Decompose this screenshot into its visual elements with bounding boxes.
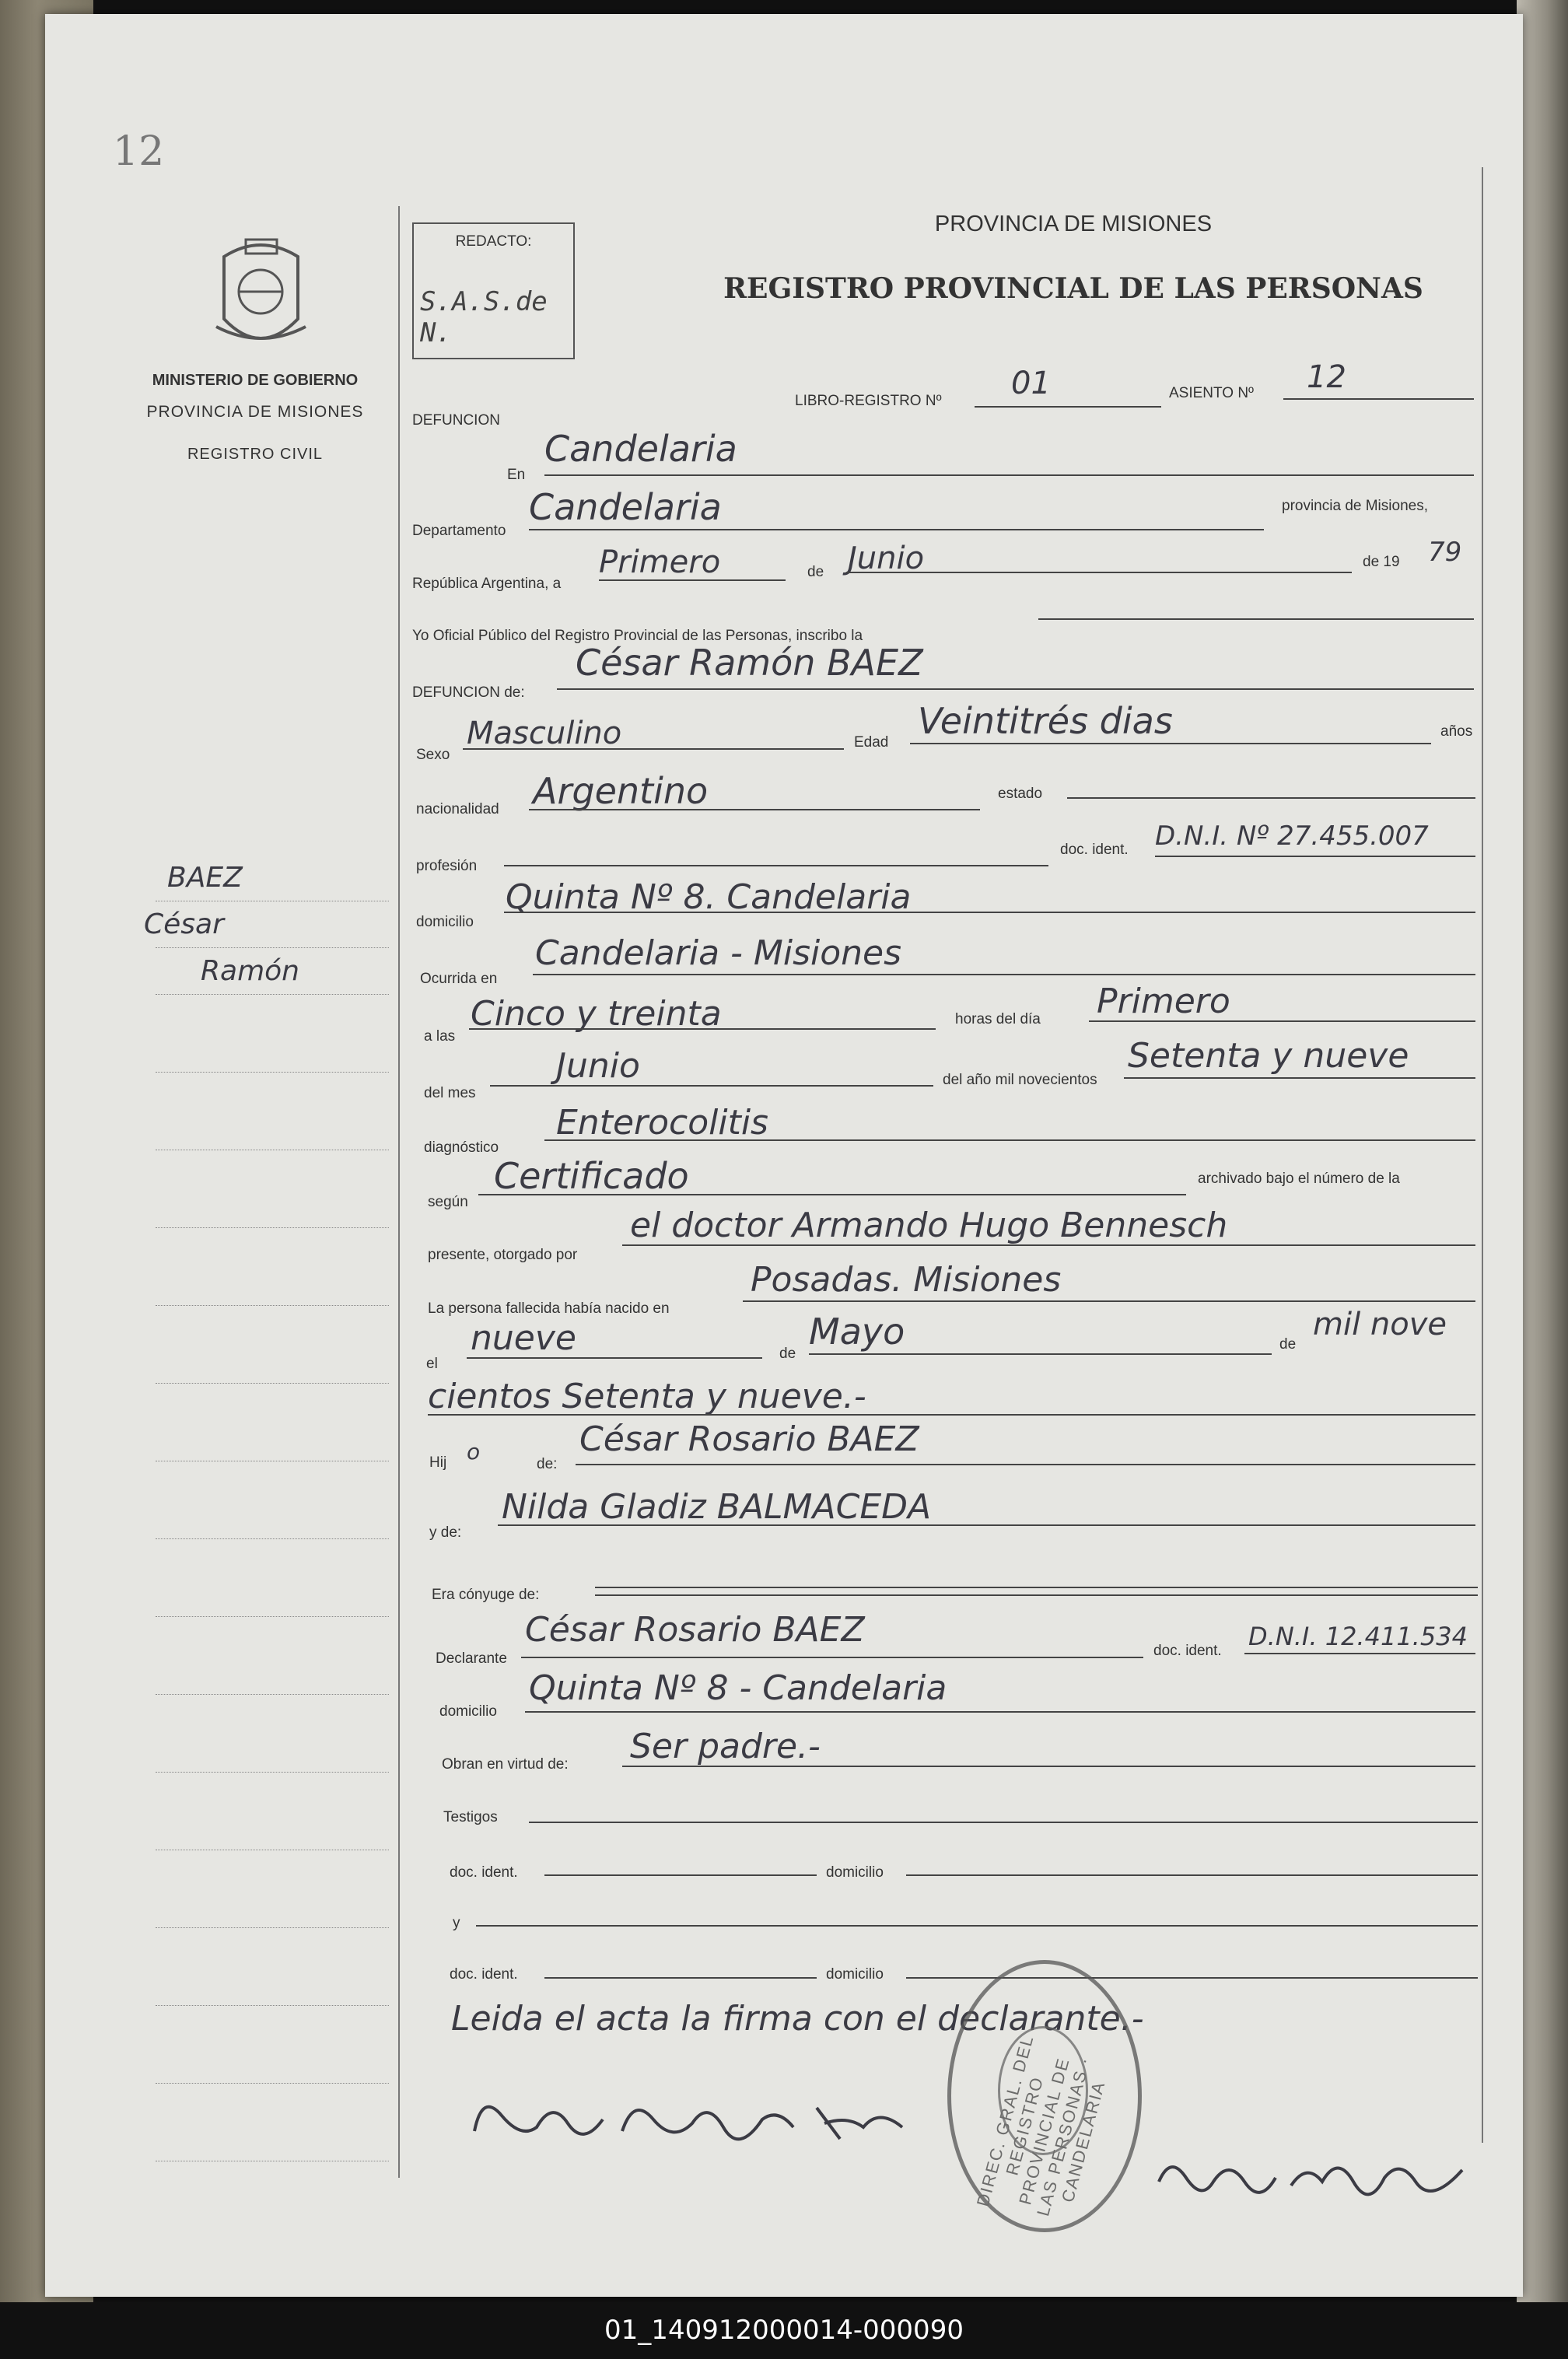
birth-de3-label: de (1279, 1336, 1297, 1353)
domicilio-line (504, 912, 1475, 913)
image-caption: 01_140912000014-000090 (0, 2302, 1568, 2359)
asiento-label: ASIENTO Nº (1169, 385, 1254, 401)
doc-ident-label: doc. ident. (1060, 842, 1129, 858)
margin-line (156, 1383, 389, 1384)
margin-first-name: César (144, 908, 224, 940)
segun-line (478, 1194, 1186, 1195)
declarante-dom-line (525, 1711, 1475, 1713)
edad-line (910, 743, 1431, 744)
birth-month-value: Mayo (809, 1311, 905, 1353)
margin-line (156, 1227, 389, 1228)
diagnostico-value: Enterocolitis (556, 1103, 768, 1143)
declarante-line (521, 1657, 1143, 1658)
horas-label: horas del día (955, 1011, 1041, 1027)
testigo-doc-label: doc. ident. (450, 1864, 518, 1881)
diagnostico-line (544, 1139, 1475, 1141)
conyuge-line-2 (595, 1594, 1478, 1596)
registry-civil-label: REGISTRO CIVIL (187, 446, 324, 463)
margin-line (156, 1072, 389, 1073)
margin-line (156, 1616, 389, 1617)
form-right-border (1482, 167, 1483, 2143)
date-month-value: Junio (848, 541, 925, 576)
libro-label: LIBRO-REGISTRO Nº (795, 393, 942, 409)
ocurrida-label: Ocurrida en (420, 971, 498, 987)
anios-label: años (1440, 723, 1473, 740)
ocurrida-value: Candelaria - Misiones (535, 933, 902, 973)
hijo-de-line (576, 1464, 1475, 1465)
margin-line (156, 1538, 389, 1539)
provincia-suffix: provincia de Misiones, (1282, 498, 1428, 514)
birth-day-value: nueve (471, 1318, 576, 1358)
obran-value: Ser padre.- (630, 1727, 821, 1766)
birth-year-value: mil nove (1313, 1307, 1447, 1342)
date-year-value: 79 (1428, 537, 1462, 568)
segun-label: según (428, 1194, 468, 1210)
nacionalidad-label: nacionalidad (416, 801, 499, 817)
testigo2-doc-label: doc. ident. (450, 1966, 518, 1983)
form-left-border (398, 206, 400, 2178)
profesion-label: profesión (416, 858, 478, 874)
margin-surname: BAEZ (167, 862, 243, 894)
margin-line (156, 1772, 389, 1773)
y-de-label: y de: (429, 1524, 462, 1541)
segun-value: Certificado (494, 1155, 689, 1197)
doc-ident-value: D.N.I. Nº 27.455.007 (1155, 821, 1429, 852)
edad-value: Veintitrés dias (918, 700, 1173, 742)
horas-line (1089, 1020, 1475, 1022)
a-las-line (469, 1028, 936, 1030)
testigo2-dom-line (906, 1977, 1478, 1979)
official-signature (1151, 2147, 1478, 2209)
libro-line (975, 406, 1161, 408)
mother-name: Nilda Gladiz BALMACEDA (502, 1487, 932, 1527)
testigo-doc-line (544, 1874, 817, 1876)
en-value: Candelaria (544, 428, 737, 470)
y-de-line (498, 1524, 1475, 1526)
declarant-signature (467, 2084, 964, 2154)
hijo-de-label: de: (537, 1456, 558, 1472)
ocurrida-line (533, 974, 1475, 975)
stamp-text: DIREC. GRAL. DEL REGISTRO PROVINCIAL DE LAS PERSONAS · CANDELARIA (972, 2032, 1109, 2218)
conyuge-label: Era cónyuge de: (432, 1587, 540, 1603)
birth-year-continued: cientos Setenta y nueve.- (428, 1377, 866, 1416)
a-las-value: Cinco y treinta (471, 994, 722, 1034)
asiento-value: 12 (1307, 359, 1346, 395)
oficial-text: Yo Oficial Público del Registro Provincial de las Personas, inscribo la (412, 628, 863, 644)
date-day-value: Primero (599, 544, 721, 580)
oficial-line (1038, 618, 1474, 620)
redacto-label: REDACTO: (455, 233, 532, 250)
margin-line (156, 1305, 389, 1306)
libro-value: 01 (1011, 366, 1051, 401)
testigos-line (529, 1822, 1478, 1823)
header-province: PROVINCIA DE MISIONES (934, 212, 1213, 236)
page-edge (1517, 0, 1568, 2302)
father-name: César Rosario BAEZ (579, 1419, 919, 1459)
del-mes-value: Junio (556, 1046, 640, 1086)
date-de-label: de (807, 564, 824, 580)
date-month-line (846, 572, 1352, 573)
del-anio-line (1124, 1077, 1475, 1079)
margin-second-name: Ramón (201, 955, 299, 987)
margin-line (156, 1694, 389, 1695)
del-mes-line (490, 1085, 933, 1087)
testigo-y-label: y (453, 1915, 460, 1931)
official-stamp (947, 1960, 1142, 2232)
sexo-line (463, 748, 844, 750)
estado-label: estado (998, 786, 1043, 802)
departamento-value: Candelaria (529, 486, 722, 528)
del-mes-label: del mes (424, 1085, 476, 1101)
presente-line (622, 1244, 1475, 1246)
en-line (544, 474, 1474, 476)
a-las-label: a las (424, 1028, 456, 1045)
header-registry: REGISTRO PROVINCIAL DE LAS PERSONAS (723, 272, 1423, 305)
obran-label: Obran en virtud de: (442, 1756, 569, 1773)
doc-ident-line (1155, 856, 1475, 857)
testigo-dom-label: domicilio (826, 1864, 884, 1881)
presente-label: presente, otorgado por (428, 1247, 578, 1263)
margin-line (156, 947, 389, 948)
defuncion-de-label: DEFUNCION de: (412, 684, 525, 701)
margin-line (156, 2083, 389, 2084)
obran-line (622, 1766, 1475, 1767)
domicilio-label: domicilio (416, 914, 474, 930)
margin-line (156, 994, 389, 995)
declarante-doc-label: doc. ident. (1153, 1643, 1222, 1659)
cientos-line (428, 1414, 1475, 1416)
archivado-label: archivado bajo el número de la (1198, 1171, 1400, 1187)
declarante-doc-value: D.N.I. 12.411.534 (1248, 1622, 1468, 1651)
del-anio-value: Setenta y nueve (1128, 1036, 1409, 1076)
en-label: En (507, 467, 526, 483)
date-year-prefix: de 19 (1363, 554, 1400, 570)
declarante-label: Declarante (436, 1650, 507, 1667)
presente-value: el doctor Armando Hugo Bennesch (630, 1206, 1228, 1245)
testigo-dom-line (906, 1874, 1478, 1876)
province-label: PROVINCIA DE MISIONES (146, 403, 364, 421)
estado-line (1067, 797, 1475, 799)
horas-value: Primero (1097, 982, 1230, 1021)
sexo-label: Sexo (416, 747, 450, 763)
profesion-line (504, 865, 1048, 866)
nacido-line (743, 1300, 1475, 1302)
record-type-label: DEFUNCION (412, 412, 500, 429)
departamento-label: Departamento (412, 523, 506, 539)
page-number: 12 (113, 128, 165, 175)
asiento-line (1283, 398, 1474, 400)
declarante-dom-value: Quinta Nº 8 - Candelaria (529, 1668, 947, 1708)
closing-statement: Leida el acta la firma con el declarante.- (451, 1999, 1144, 2039)
sexo-value: Masculino (467, 716, 622, 751)
hijo-label: Hij (429, 1454, 447, 1471)
testigos-label: Testigos (443, 1809, 498, 1825)
coat-of-arms-icon (208, 233, 313, 358)
republica-label: República Argentina, a (412, 576, 562, 592)
defuncion-de-line (557, 688, 1474, 690)
birth-de-label: de (779, 1346, 796, 1362)
diagnostico-label: diagnóstico (424, 1139, 499, 1156)
hijo-suffix: o (467, 1439, 481, 1465)
el-label: el (426, 1356, 438, 1372)
del-anio-label: del año mil novecientos (943, 1072, 1097, 1088)
nacido-label: La persona fallecida había nacido en (428, 1300, 670, 1317)
declarante-dom-label: domicilio (439, 1703, 497, 1720)
departamento-line (529, 529, 1264, 530)
deceased-name: César Ramón BAEZ (576, 642, 923, 684)
testigo-y-line (476, 1925, 1478, 1927)
birth-month-line (809, 1353, 1272, 1355)
testigo2-dom-label: domicilio (826, 1966, 884, 1983)
nacido-value: Posadas. Misiones (751, 1260, 1062, 1300)
nacionalidad-value: Argentino (533, 770, 709, 812)
edad-label: Edad (854, 734, 889, 751)
nacionalidad-line (529, 809, 980, 810)
redacto-value: S.A.S.de N. (420, 286, 548, 348)
conyuge-line (595, 1587, 1478, 1588)
testigo2-doc-line (544, 1977, 817, 1979)
ministry-label: MINISTERIO DE GOBIERNO (152, 372, 359, 389)
declarante-name: César Rosario BAEZ (525, 1610, 865, 1650)
margin-line (156, 2005, 389, 2006)
declarante-doc-line (1244, 1653, 1475, 1654)
date-day-line (599, 579, 786, 581)
redacto-box (412, 222, 575, 359)
margin-line (156, 1927, 389, 1928)
birth-day-line (467, 1357, 762, 1359)
domicilio-value: Quinta Nº 8. Candelaria (506, 877, 912, 917)
